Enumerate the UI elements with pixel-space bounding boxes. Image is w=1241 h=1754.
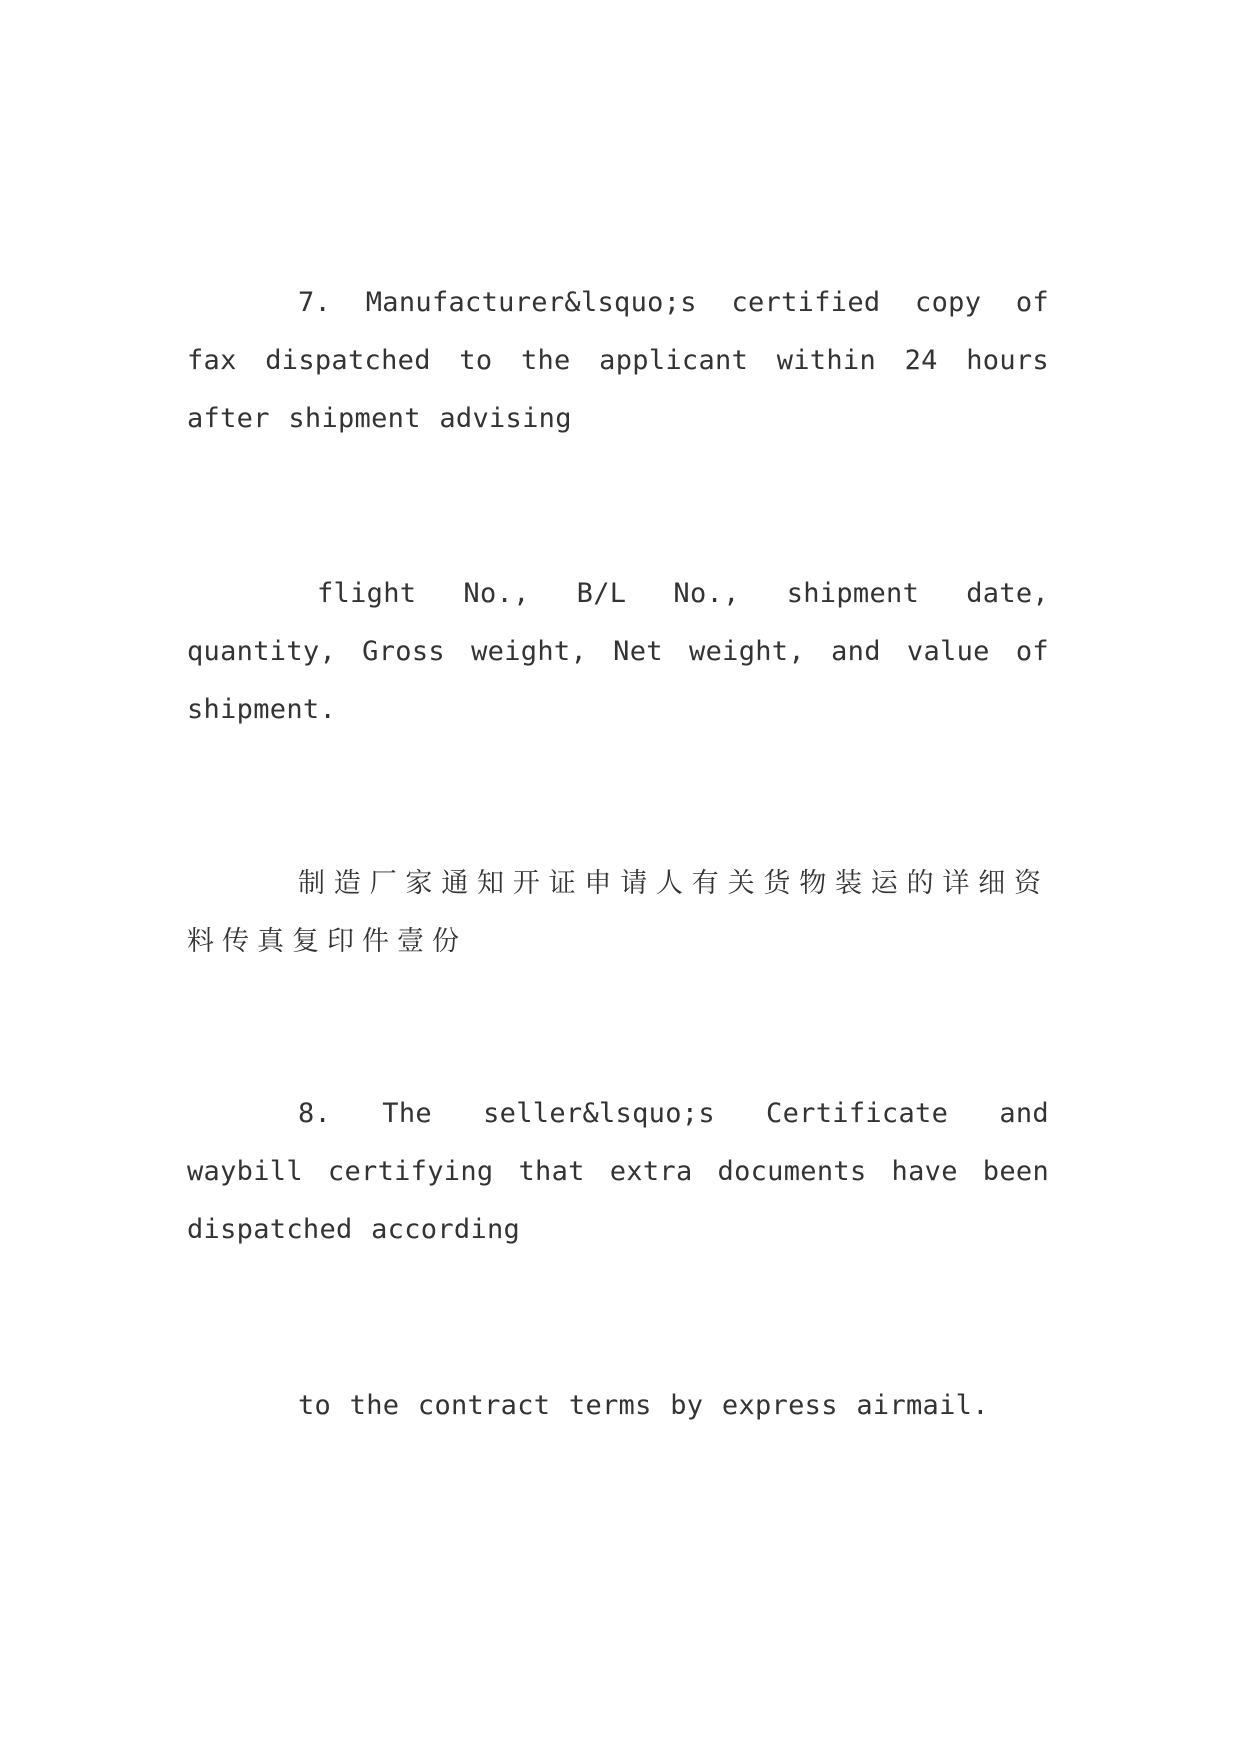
paragraph-item-8-part-1: 8. The seller&lsquo;s Certificate and waybill certifying that extra documents have been dispatched according: [187, 1098, 1049, 1245]
paragraph-item-7-part-1: 7. Manufacturer&lsquo;s certified copy of fax dispatched to the applicant within 24 hours after shipment advising: [187, 287, 1049, 434]
paragraph-item-8-part-2: to the contract terms by express airmail.: [298, 1390, 989, 1421]
paragraph-item-7-part-2: flight No., B/L No., shipment date, quantity, Gross weight, Net weight, and value of shipment.: [187, 578, 1049, 725]
paragraph-item-7-chinese: 制造厂家通知开证申请人有关货物装运的详细资料传真复印件壹份: [187, 868, 1049, 957]
